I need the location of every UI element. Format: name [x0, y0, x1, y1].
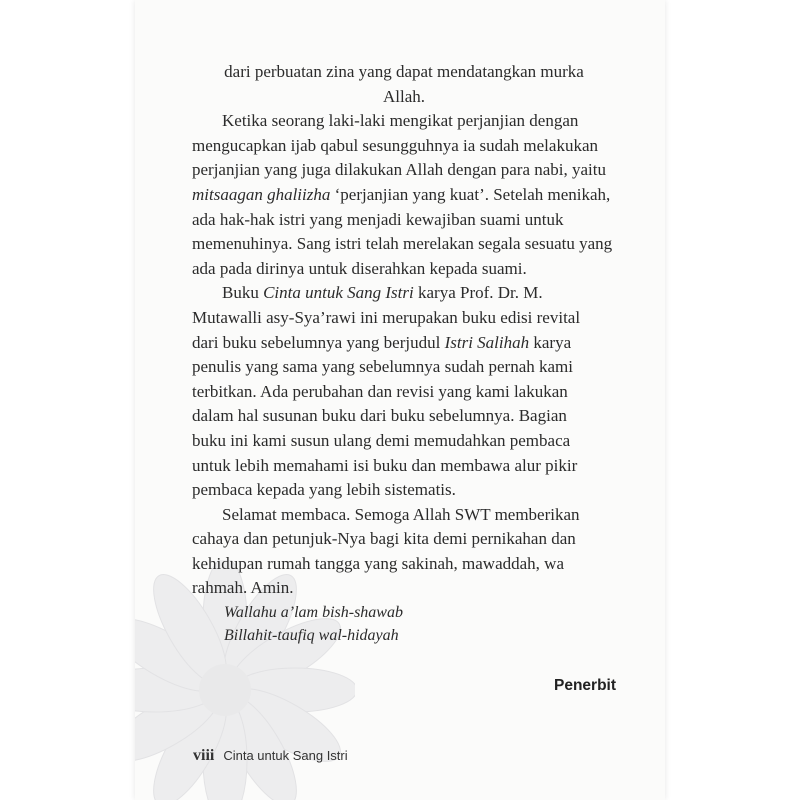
previous-title-italic: Istri Salihah [444, 332, 530, 352]
closing-line-1: Wallahu a’lam bish-shawab [224, 604, 403, 621]
running-title: Cinta untuk Sang Istri [223, 748, 348, 763]
closing-line-2: Billahit-taufiq wal-hidayah [224, 627, 399, 644]
book-title-italic: Cinta untuk Sang Istri [263, 283, 414, 303]
paragraph-3: Buku Cinta untuk Sang Istri karya Prof. Dr. M. Mutawalli asy-Sya’rawi ini merupakan buku edisi revital dari buku sebelumnya yang berjudul Istri Salihah karya penulis yang sama yang sebelumnya sudah pernah kami terbitkan. Ada perubahan dan revisi yang kami lakukan dalam hal susunan buku dari buku sebelumnya. Bagian buku ini kami susun ulang demi memudahkan pembaca untuk lebih memahami isi buku dan membawa alur pikir pembaca kepada yang lebih sistematis. [192, 283, 581, 500]
page-footer [193, 747, 348, 765]
page-number: viii [193, 747, 215, 764]
paragraph-2: Ketika seorang laki-laki mengikat perjanjian dengan mengucapkan ijab qabul sesungguhnya ia sudah melakukan perjanjian yang juga dilakukan Allah dengan para nabi, yaitu mitsaagan ghaliizha ‘perjanjian yang kuat’. Setelah menikah, ada hak-hak istri yang menjadi kewajiban suami untuk memenuhinya. Sang istri telah merelakan segala sesuatu yang ada pada dirinya untuk diserahkan kepada suami. [192, 111, 613, 278]
paragraph-4: Selamat membaca. Semoga Allah SWT memberikan cahaya dan petunjuk-Nya bagi kita demi pernikahan dan kehidupan rumah tangga yang sakinah, mawaddah, wa rahmah. Amin. [192, 504, 580, 598]
closing-phrases [224, 601, 403, 647]
publisher-signature: Penerbit [553, 677, 616, 694]
term-mitsaagan: mitsaagan ghaliizha [192, 184, 331, 204]
body-text [192, 60, 616, 601]
paragraph-1: dari perbuatan zina yang dapat mendatangkan murka Allah. [224, 62, 584, 106]
book-page [135, 0, 665, 800]
